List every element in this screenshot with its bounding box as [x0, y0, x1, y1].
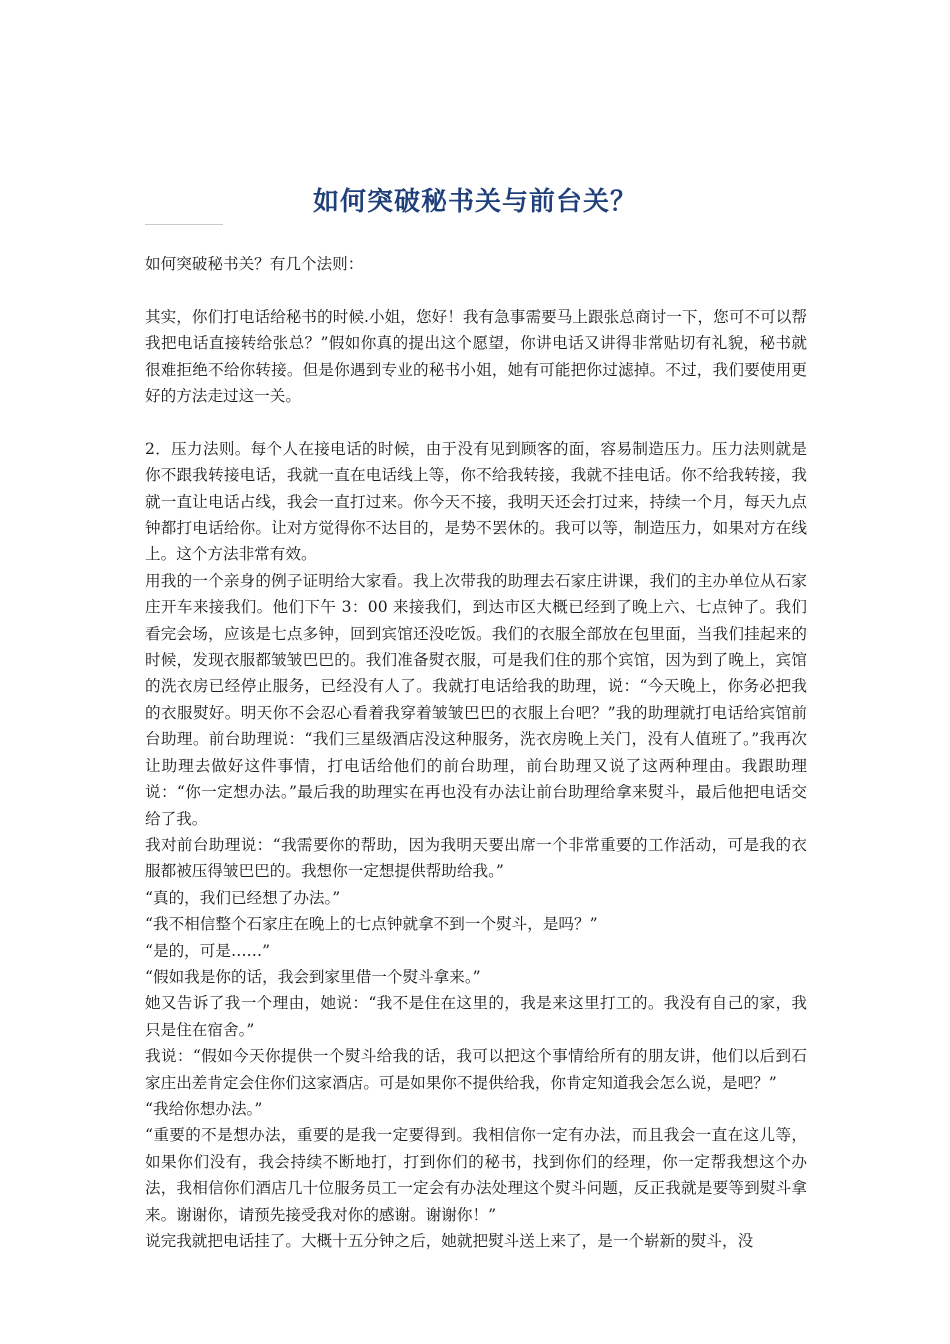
dialogue-line: “是的，可是……”: [145, 941, 271, 960]
body-paragraph: 2．压力法则。每个人在接电话的时候，由于没有见到顾客的面，容易制造压力。压力法则就是你不跟我转接电话，我就一直在电话线上等，你不给我转接，我就不挂电话。你不给我转接，我就一直让电话占线，我会一直打过来。你今天不接，我明天还会打过来，持续一个月，每天九点钟都打电话给你。让对方觉得你不达目的，是势不罢休的。我可以等，制造压力，如果对方在线上。这个方法非常有效。: [145, 439, 807, 564]
paragraph-spacer: [145, 409, 807, 435]
title-underline-rule: [145, 224, 223, 225]
article-body: [145, 251, 807, 1254]
body-paragraph: “重要的不是想办法，重要的是我一定要得到。我相信你一定有办法，而且我会一直在这儿等，如果你们没有，我会持续不断地打，打到你们的秘书，找到你们的经理，你一定帮我想这个办法，我相信你们酒店几十位服务员工一定会有办法处理这个熨斗问题，反正我就是要等到熨斗拿来。谢谢你，请预先接受我对你的感谢。谢谢你！”: [145, 1126, 807, 1224]
body-paragraph: 用我的一个亲身的例子证明给大家看。我上次带我的助理去石家庄讲课，我们的主办单位从石家庄开车来接我们。他们下午 3：00 来接我们，到达市区大概已经到了晚上六、七点钟了。我们看完会场，应该是七点多钟，回到宾馆还没吃饭。我们的衣服全部放在包里面，当我们挂起来的时候，发现衣服都皱皱巴巴的。我们准备熨衣服，可是我们住的那个宾馆，因为到了晚上，宾馆的洗衣房已经停止服务，已经没有人了。我就打电话给我的助理，说：“今天晚上，你务必把我的衣服熨好。明天你不会忍心看着我穿着皱皱巴巴的衣服上台吧？”我的助理就打电话给宾馆前台助理。前台助理说：“我们三星级酒店没这种服务，洗衣房晚上关门，没有人值班了。”我再次让助理去做好这件事情，打电话给他们的前台助理，前台助理又说了这两种理由。我跟助理说：“你一定想办法。”最后我的助理实在再也没有办法让前台助理给拿来熨斗，最后他把电话交给了我。: [145, 571, 807, 828]
body-paragraph: 我对前台助理说：“我需要你的帮助，因为我明天要出席一个非常重要的工作活动，可是我的衣服都被压得皱巴巴的。我想你一定想提供帮助给我。”: [145, 835, 807, 881]
body-paragraph: 她又告诉了我一个理由，她说：“我不是住在这里的，我是来这里打工的。我没有自己的家，我只是住在宿舍。”: [145, 994, 807, 1039]
body-paragraph: 我说：“假如今天你提供一个熨斗给我的话，我可以把这个事情给所有的朋友讲，他们以后到石家庄出差肯定会住你们这家酒店。可是如果你不提供给我，你肯定知道我会怎么说，是吧？”: [145, 1047, 807, 1092]
body-paragraph: 说完我就把电话挂了。大概十五分钟之后，她就把熨斗送上来了，是一个崭新的熨斗，没: [145, 1232, 754, 1250]
page-title: 如何突破秘书关与前台关？: [312, 187, 637, 217]
dialogue-line: “假如我是你的话，我会到家里借一个熨斗拿来。”: [145, 967, 481, 986]
dialogue-line: “我给你想办法。”: [145, 1099, 263, 1118]
dialogue-line: “真的，我们已经想了办法。”: [145, 888, 341, 907]
intro-paragraph: 如何突破秘书关？有几个法则：: [145, 255, 364, 273]
paragraph-spacer: [145, 277, 807, 303]
dialogue-line: “我不相信整个石家庄在晚上的七点钟就拿不到一个熨斗，是吗？”: [145, 915, 598, 934]
body-paragraph: 其实，你们打电话给秘书的时候.小姐，您好！我有急事需要马上跟张总商讨一下，您可不可以帮我把电话直接转给张总？”假如你真的提出这个愿望，你讲电话又讲得非常贴切有礼貌，秘书就很难拒绝不给你转接。但是你遇到专业的秘书小姐，她有可能把你过滤掉。不过，我们要使用更好的方法走过这一关。: [145, 307, 807, 406]
